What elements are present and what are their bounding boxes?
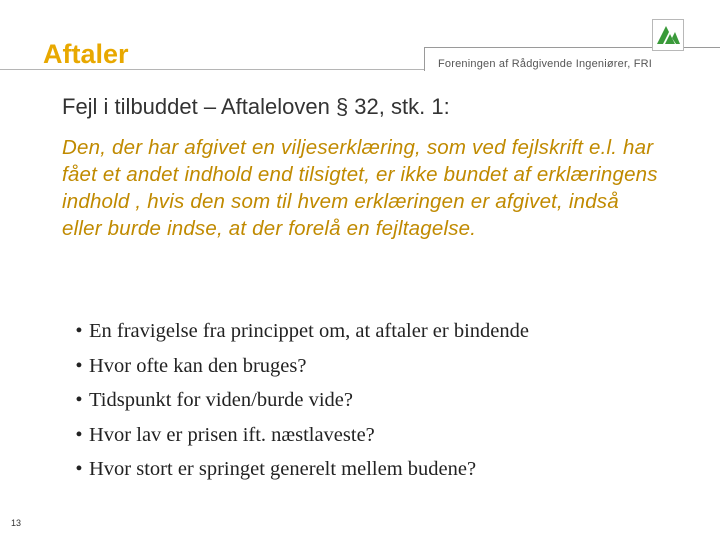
bullet-item-1 bbox=[73, 314, 693, 349]
bullet-mark: • bbox=[75, 389, 83, 411]
slide-subtitle: Fejl i tilbuddet – Aftaleloven § 32, stk. 1: bbox=[62, 94, 450, 119]
bullet-item-4 bbox=[73, 418, 693, 453]
bullet-item-2 bbox=[73, 349, 693, 384]
bullet-mark: • bbox=[75, 354, 83, 377]
bullet-mark: • bbox=[75, 423, 83, 446]
bullet-text: Hvor stort er springet generelt mellem budene? bbox=[89, 458, 477, 480]
law-definition-text: Den, der har afgivet en viljeserklæring, som ved fejlskrift e.l. har fået et andet indhold end tilsigtet, er ikke bundet af erklæringens indhold , hvis den som til hvem erklæringen er afgivet, indså eller burde indse, at der forelå en fejltagelse. bbox=[62, 136, 658, 240]
bullet-item-5 bbox=[73, 452, 693, 487]
page-number: 13 bbox=[11, 518, 22, 528]
bullet-item-3 bbox=[73, 383, 693, 418]
bullet-mark: • bbox=[75, 458, 83, 480]
bullet-text: Hvor ofte kan den bruges? bbox=[89, 354, 307, 377]
bullet-text: Tidspunkt for viden/burde vide? bbox=[89, 389, 354, 411]
bullet-list bbox=[73, 314, 693, 487]
header-divider bbox=[0, 69, 424, 70]
bullet-text: En fravigelse fra princippet om, at aftaler er bindende bbox=[89, 320, 529, 342]
slide-title: Aftaler bbox=[43, 39, 129, 69]
bullet-text: Hvor lav er prisen ift. næstlaveste? bbox=[89, 423, 375, 446]
fri-logo-icon bbox=[652, 19, 684, 51]
organization-name: Foreningen af Rådgivende Ingeniører, FRI bbox=[438, 58, 653, 70]
bullet-mark: • bbox=[75, 320, 83, 342]
